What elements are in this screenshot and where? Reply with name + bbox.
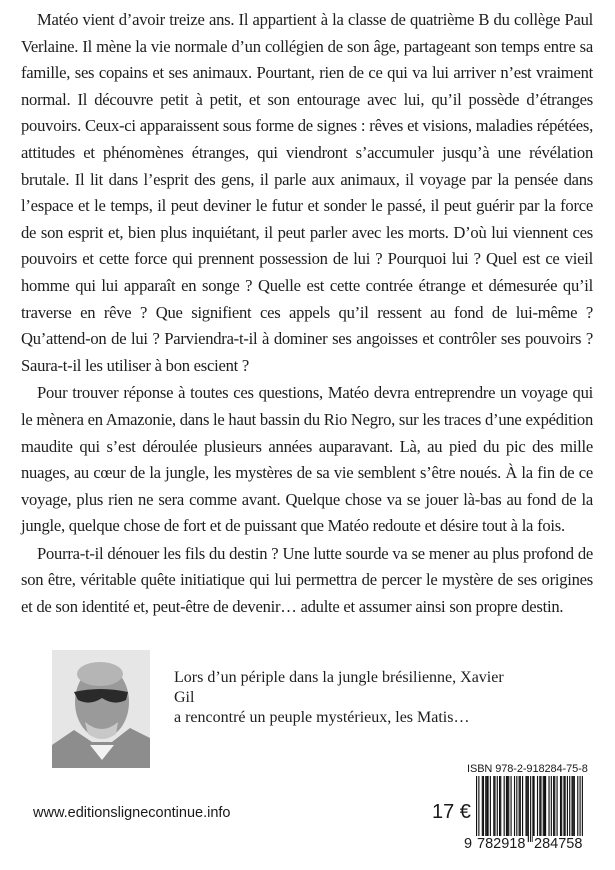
barcode-bar <box>483 776 484 836</box>
blurb-paragraph: Matéo vient d’avoir treize ans. Il appartient à la classe de quatrième B du collège Paul Verlaine. Il mène la vie normale d’un collégien de son âge, partageant son temps entre sa famille, ses copains et ses animaux. Pourtant, rien de ce qui va lui arriver n’est vraiment normal. Il découvre petit à petit, et son entourage avec lui, qu’il possède d’étranges pouvoirs. Ceux-ci apparaissent sous forme de signes : rêves et visions, maladies répétées, attitudes et phénomènes étranges, qui viendront s’accumuler jusqu’à une révélation brutale. Il lit dans l’esprit des gens, il parle aux animaux, il voyage par la pensée dans l’espace et le temps, il peut deviner le futur et sonder le passé, il peut guérir par la force de son esprit et, bien plus inquiétant, il peut parler avec les morts. D’où lui viennent ces pouvoirs et cette force qui prennent possession de lui ? Pourquoi lui ? Quel est ce vieil homme qui lui apparaît en songe ? Quelle est cette contrée étrange et démesurée qu’il traverse en rêve ? Que signifient ces appels qu’il ressent au fond de lui-même ? Qu’attend-on de lui ? Parviendra-t-il à dominer ses angoisses et contrôler ses pouvoirs ? Saura-t-il les utiliser à bon escient ? <box>21 10 593 375</box>
barcode-bar <box>557 776 558 836</box>
barcode-left-group: 782918 <box>477 836 526 852</box>
barcode-bar <box>544 776 545 836</box>
barcode-bar <box>497 776 498 836</box>
barcode-bar <box>563 776 564 836</box>
barcode-bar <box>577 776 578 836</box>
barcode-bar <box>540 776 541 836</box>
barcode-bar <box>476 776 477 842</box>
barcode-bar <box>488 776 489 836</box>
barcode-bar <box>482 776 483 836</box>
barcode-bar <box>543 776 544 836</box>
barcode-bar <box>508 776 509 836</box>
barcode-bar <box>511 776 512 836</box>
barcode-bar <box>519 776 520 836</box>
barcode-bar <box>582 776 583 842</box>
barcode-bar <box>560 776 561 836</box>
barcode-bar <box>534 776 535 836</box>
barcode-bar <box>507 776 508 836</box>
barcode-bar <box>567 776 568 836</box>
barcode-bar <box>506 776 507 836</box>
publisher-website-link[interactable]: www.editionslignecontinue.info <box>33 805 231 821</box>
barcode-bar <box>514 776 515 836</box>
barcode-bar <box>499 776 500 836</box>
barcode-bar <box>504 776 505 836</box>
barcode-bar <box>574 776 575 836</box>
author-bio-line: Lors d’un périple dans la jungle brésilienne, Xavier Gil <box>174 669 504 706</box>
barcode-bar <box>551 776 552 836</box>
barcode-bar <box>527 776 528 836</box>
barcode-bar <box>573 776 574 836</box>
barcode-bar <box>520 776 521 836</box>
barcode-bar <box>494 776 495 836</box>
barcode-bar <box>486 776 487 836</box>
barcode-bar <box>516 776 517 836</box>
barcode-bar <box>569 776 570 836</box>
blurb-paragraph: Pour trouver réponse à toutes ces questions, Matéo devra entreprendre un voyage qui le mènera en Amazonie, dans le haut bassin du Rio Negro, sur les traces d’une expédition maudite qui s’est déroulée plusieurs années auparavant. Là, au pied du pic des mille nuages, au cœur de la jungle, les mystères de sa vie semblent s’être noués. À la fin de ce voyage, plus rien ne sera comme avant. Quelque chose va se jouer là-bas au fond de la jungle, quelque chose de fort et de puissant que Matéo redoute et désire tout à la fois. <box>21 383 593 536</box>
barcode-bar <box>561 776 562 836</box>
blurb-paragraph: Pourra-t-il dénouer les fils du destin ? Une lutte sourde va se mener au plus profond de son être, véritable quête initiatique qui lui permettra de percer le mystère de ses origines et de son identité et, peut-être de devenir… adulte et assumer ainsi son propre destin. <box>21 543 593 617</box>
barcode-bar <box>537 776 538 836</box>
barcode-bar <box>522 776 523 836</box>
author-bio <box>174 668 504 728</box>
author-photo <box>52 650 150 768</box>
barcode-bar <box>532 776 533 842</box>
barcode-bar <box>571 776 572 836</box>
barcode-bar <box>554 776 555 836</box>
barcode-right-group: 284758 <box>534 836 583 852</box>
barcode-bar <box>525 776 526 836</box>
barcode-bar <box>485 776 486 836</box>
barcode-bar <box>553 776 554 836</box>
author-portrait-icon <box>52 650 150 768</box>
barcode-bar <box>545 776 546 836</box>
barcode-bar <box>565 776 566 836</box>
isbn-label: ISBN 978-2-918284-75-8 <box>467 763 588 775</box>
barcode-bar <box>493 776 494 836</box>
back-cover-blurb <box>21 7 593 622</box>
barcode-bar <box>530 776 531 842</box>
barcode-bar <box>548 776 549 836</box>
author-bio-line: a rencontré un peuple mystérieux, les Matis… <box>174 709 470 726</box>
barcode-bar <box>539 776 540 836</box>
barcode-first-digit: 9 <box>464 836 473 852</box>
barcode-bar <box>580 776 581 842</box>
barcode-bar <box>478 776 479 842</box>
barcode-bar <box>490 776 491 836</box>
barcode-bar <box>528 776 529 842</box>
barcode-bar <box>500 776 501 836</box>
price-label: 17 € <box>432 801 471 823</box>
